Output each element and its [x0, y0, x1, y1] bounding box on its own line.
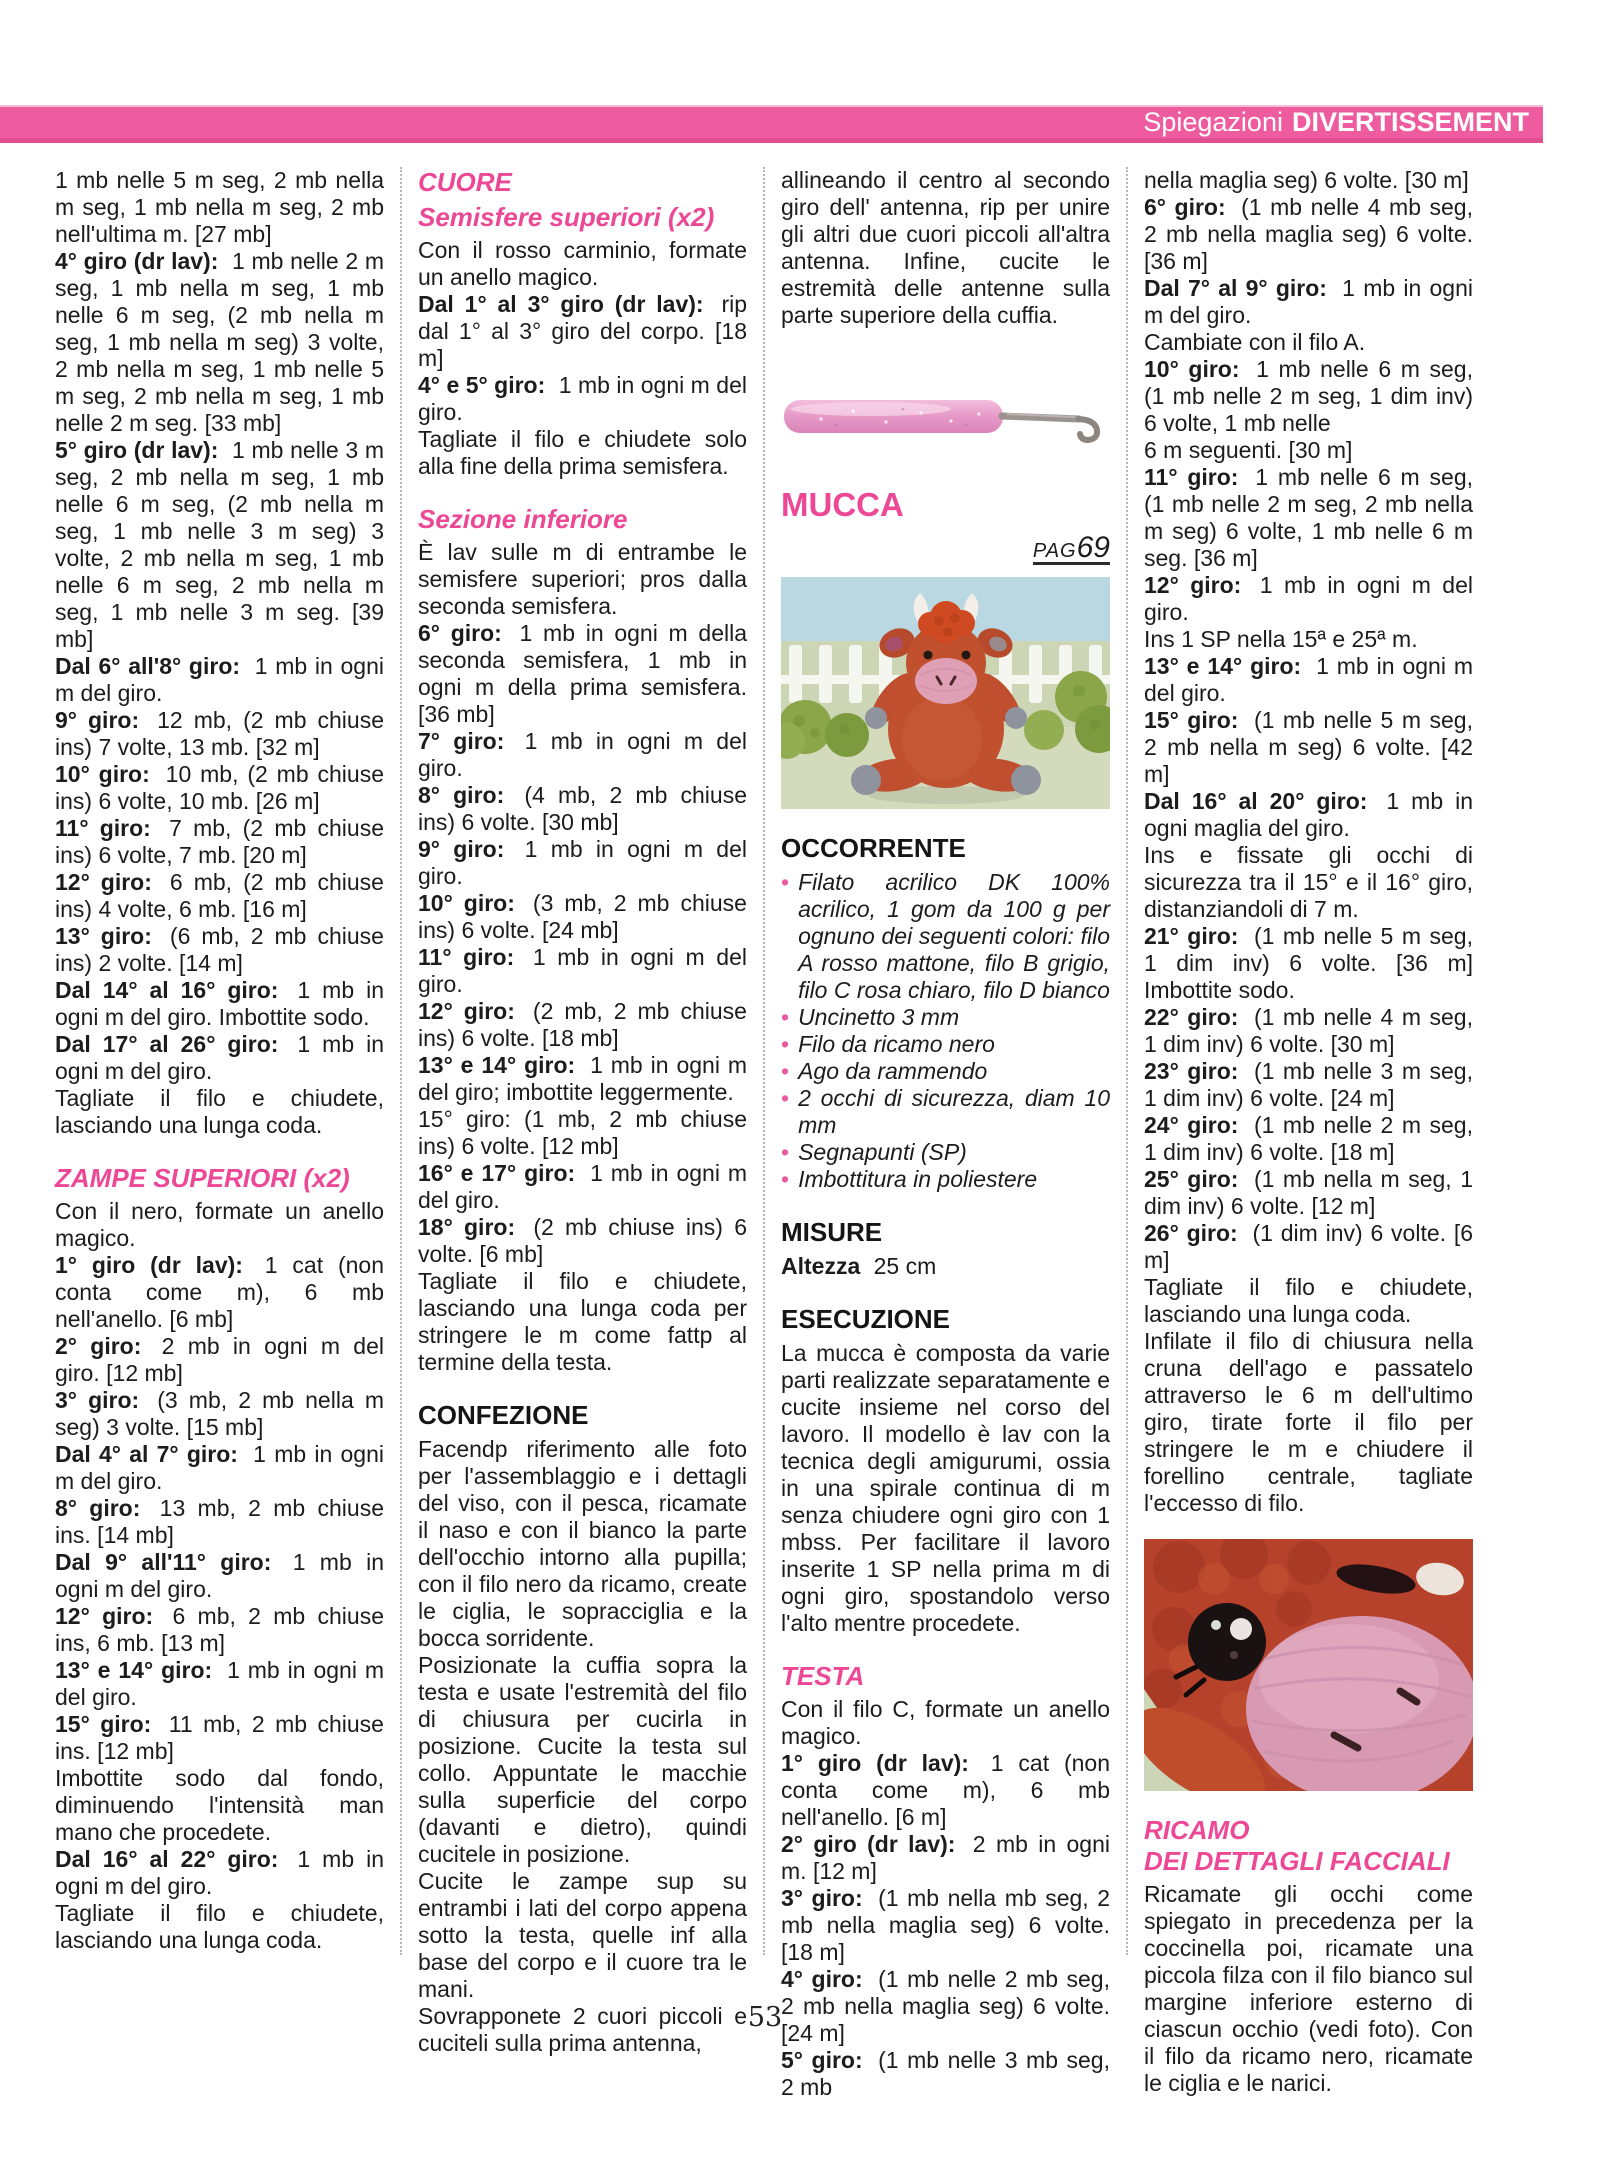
header-section-label: Spiegazioni: [1143, 107, 1283, 137]
paragraph-text: rip dal 1° al 3° giro del corpo. [18 m]: [418, 291, 747, 371]
paragraph-text: È lav sulle m di entrambe le semisfere superiori; pros dalla seconda semisfera.: [418, 539, 747, 619]
paragraph-text: 1 mb in ogni m del giro. Imbottite sodo.: [55, 977, 384, 1030]
section-heading-black: [781, 833, 1110, 864]
paragraph-text: 1 mb in ogni m del giro.: [418, 1160, 747, 1213]
round-label: Dal 17° al 26° giro:: [55, 1031, 291, 1057]
round-label: 4° e 5° giro:: [418, 372, 552, 398]
paragraph-text: 1 mb in ogni m del giro.: [1144, 653, 1473, 706]
bullet-text: Segnapunti (SP): [798, 1139, 967, 1165]
paragraph: [1144, 1004, 1473, 1058]
round-label: Dal 16° al 22° giro:: [55, 1846, 291, 1872]
round-label: 3° giro:: [781, 1885, 872, 1911]
paragraph-text: 1 mb in ogni m del giro.: [55, 1657, 384, 1710]
paragraph: [1144, 194, 1473, 275]
paragraph: [55, 1441, 384, 1495]
paragraph-text: 6 mb, 2 mb chiuse ins, 6 mb. [13 m]: [55, 1603, 384, 1656]
paragraph-text: Infilate il filo di chiusura nella cruna dell'ago e passatelo attraverso le 6 m dell'ultimo giro, tirate forte il filo per stringere le m e chiudere il forellino centrale, tagliate l'eccesso di filo.: [1144, 1328, 1473, 1516]
paragraph: [55, 1603, 384, 1657]
heading-line: ZAMPE SUPERIORI (x2): [55, 1163, 350, 1193]
paragraph: [55, 1252, 384, 1333]
round-label: 11° giro:: [418, 944, 526, 970]
round-label: 13° e 14° giro:: [418, 1052, 584, 1078]
round-label: 10° giro:: [1144, 356, 1250, 382]
heading-line: MUCCA: [781, 486, 904, 523]
round-label: 25° giro:: [1144, 1166, 1247, 1192]
bullet-text: Uncinetto 3 mm: [798, 1004, 960, 1030]
bullet-item: [781, 1085, 1110, 1139]
paragraph: [55, 248, 384, 437]
heading-line: CONFEZIONE: [418, 1400, 589, 1430]
paragraph-text: 1 cat (non conta come m), 6 mb nell'anello. [6 mb]: [55, 1252, 384, 1332]
paragraph: [781, 1831, 1110, 1885]
paragraph: [55, 1085, 384, 1139]
paragraph-text: 1 mb in ogni m del giro.: [55, 1441, 384, 1494]
header-magazine-title: DIVERTISSEMENT: [1291, 107, 1529, 137]
section-heading-pink: [418, 504, 747, 535]
paragraph: [418, 998, 747, 1052]
column-separator: [400, 167, 402, 1955]
heading-line: MISURE: [781, 1217, 883, 1247]
paragraph-text: 1 mb in ogni m del giro.: [55, 1846, 384, 1899]
round-label: 8° giro:: [55, 1495, 153, 1521]
section-heading-pink: [418, 167, 747, 198]
paragraph-text: (6 mb, 2 mb chiuse ins) 2 volte. [14 m]: [55, 923, 384, 976]
paragraph-text: 1 mb in ogni maglia del giro.: [1144, 788, 1473, 841]
bullet-dot-icon: •: [781, 1004, 790, 1030]
bullet-item: [781, 869, 1110, 1004]
bullet-text: 2 occhi di sicurezza, diam 10 mm: [798, 1085, 1110, 1138]
paragraph-text: 12 mb, (2 mb chiuse ins) 7 volte, 13 mb. [32 m]: [55, 707, 384, 760]
paragraph: [55, 761, 384, 815]
page-reference: [781, 531, 1110, 565]
paragraph: [1144, 1328, 1473, 1517]
paragraph: [1144, 707, 1473, 788]
paragraph-text: 1 mb in ogni m del giro.: [55, 1031, 384, 1084]
section-heading-black: [418, 1400, 747, 1431]
paragraph-text: (1 mb nelle 2 mb seg, 2 mb nella maglia seg) 6 volte. [24 m]: [781, 1966, 1110, 2046]
round-label: 12° giro:: [418, 998, 526, 1024]
paragraph-text: 10 mb, (2 mb chiuse ins) 6 volte, 10 mb. [26 m]: [55, 761, 384, 814]
paragraph-text: Con il nero, formate un anello magico.: [55, 1198, 384, 1251]
paragraph-text: 25 cm: [873, 1253, 937, 1279]
crochet-hook-image: [781, 381, 1110, 453]
column-separator: [1126, 167, 1128, 1955]
bullet-dot-icon: •: [781, 1139, 790, 1165]
paragraph: [781, 1340, 1110, 1637]
round-label: 10° giro:: [55, 761, 159, 787]
round-label: 13° e 14° giro:: [55, 1657, 221, 1683]
paragraph: [55, 869, 384, 923]
page-reference-number: 69: [1076, 531, 1110, 564]
cow-photo: [781, 577, 1110, 809]
text-column-1: [55, 167, 384, 2101]
paragraph-text: (2 mb, 2 mb chiuse ins) 6 volte. [18 mb]: [418, 998, 747, 1051]
heading-line: OCCORRENTE: [781, 833, 966, 863]
round-label: 15° giro:: [55, 1711, 162, 1737]
paragraph: [55, 1198, 384, 1252]
paragraph-text: Cambiate con il filo A.: [1144, 329, 1366, 355]
paragraph: [418, 944, 747, 998]
paragraph-text: 1 mb in ogni m del giro.: [1144, 275, 1473, 328]
paragraph: [418, 291, 747, 372]
round-label: 2° giro:: [55, 1333, 155, 1359]
paragraph-text: (3 mb, 2 mb nella m seg) 3 volte. [15 mb]: [55, 1387, 384, 1440]
paragraph-text: (1 mb nella m seg, 1 dim inv) 6 volte. [12 m]: [1144, 1166, 1473, 1219]
paragraph: [1144, 464, 1473, 572]
paragraph: [1144, 1166, 1473, 1220]
round-label: 4° giro:: [781, 1966, 872, 1992]
round-label: 11° giro:: [1144, 464, 1249, 490]
round-label: 5° giro:: [781, 2047, 872, 2073]
heading-line: RICAMO: [1144, 1815, 1250, 1845]
paragraph: [781, 1253, 1110, 1280]
paragraph-text: (1 dim inv) 6 volte. [6 m]: [1144, 1220, 1473, 1273]
paragraph-text: (2 mb chiuse ins) 6 volte. [6 mb]: [418, 1214, 747, 1267]
paragraph: [418, 1052, 747, 1106]
paragraph: [418, 620, 747, 728]
round-label: Altezza: [781, 1253, 867, 1279]
paragraph-text: (1 mb nelle 3 m seg, 1 dim inv) 6 volte. [24 m]: [1144, 1058, 1473, 1111]
paragraph-text: Tagliate il filo e chiudete, lasciando una lunga coda.: [55, 1085, 384, 1138]
section-heading-pink: [781, 1661, 1110, 1692]
paragraph-text: 1 mb in ogni m del giro.: [1144, 572, 1473, 625]
paragraph: [55, 1549, 384, 1603]
paragraph: [55, 1846, 384, 1900]
paragraph: [1144, 1274, 1473, 1328]
paragraph-text: Posizionate la cuffia sopra la testa e usate l'estremità del filo di chiusura per cucirla in posizione. Cucite la testa sul collo. Appuntate le macchie sulla superficie del corpo (davanti e dietro), quindi cucitele in posizione.: [418, 1652, 747, 1867]
bullet-dot-icon: •: [781, 869, 790, 895]
paragraph-text: 2 mb in ogni m del giro. [12 mb]: [55, 1333, 384, 1386]
paragraph: [781, 1885, 1110, 1966]
round-label: 5° giro (dr lav):: [55, 437, 226, 463]
paragraph: [418, 237, 747, 291]
round-label: Dal 1° al 3° giro (dr lav):: [418, 291, 715, 317]
paragraph: [418, 1268, 747, 1376]
paragraph: [418, 1652, 747, 1868]
heading-line: Sezione inferiore: [418, 504, 628, 534]
round-label: 10° giro:: [418, 890, 526, 916]
bullet-text: Filo da ricamo nero: [798, 1031, 995, 1057]
paragraph-text: Ins e fissate gli occhi di sicurezza tra il 15° e il 16° giro, distanziandoli di 7 m.: [1144, 842, 1473, 922]
paragraph: [55, 1333, 384, 1387]
round-label: 15° giro:: [1144, 707, 1247, 733]
paragraph-text: Tagliate il filo e chiudete, lasciando una lunga coda per stringere le m come fattp al termine della testa.: [418, 1268, 747, 1375]
paragraph: [55, 707, 384, 761]
bullet-item: [781, 1166, 1110, 1193]
round-label: 22° giro:: [1144, 1004, 1247, 1030]
heading-line: ESECUZIONE: [781, 1304, 951, 1334]
page-reference-label: PAG: [1032, 540, 1077, 562]
paragraph: [55, 1495, 384, 1549]
text-column-3: [781, 167, 1110, 2101]
paragraph-text: (1 mb nelle 4 mb seg, 2 mb nella maglia seg) 6 volte. [36 m]: [1144, 194, 1473, 274]
round-label: Dal 16° al 20° giro:: [1144, 788, 1380, 814]
round-label: 12° giro:: [1144, 572, 1253, 598]
paragraph-text: 1 mb nelle 6 m seg, (1 mb nelle 2 m seg, 1 dim inv) 6 volte, 1 mb nelle: [1144, 356, 1473, 436]
paragraph-text: (3 mb, 2 mb chiuse ins) 6 volte. [24 mb]: [418, 890, 747, 943]
paragraph: [1144, 1220, 1473, 1274]
paragraph-text: Cucite le zampe sup su entrambi i lati del corpo appena sotto la testa, quelle inf alla base del corpo e il cuore tra le mani.: [418, 1868, 747, 2002]
paragraph: [418, 890, 747, 944]
paragraph-text: 1 mb in ogni m del giro.: [55, 653, 384, 706]
paragraph-text: (1 mb nelle 3 mb seg, 2 mb: [781, 2047, 1110, 2100]
paragraph: [1144, 842, 1473, 923]
paragraph: [418, 426, 747, 480]
header-bar: [0, 105, 1543, 143]
paragraph-text: 1 mb nelle 5 m seg, 2 mb nella m seg, 1 mb nella m seg, 2 mb nell'ultima m. [27 mb]: [55, 167, 384, 247]
paragraph-text: 1 cat (non conta come m), 6 mb nell'anello. [6 m]: [781, 1750, 1110, 1830]
round-label: 2° giro (dr lav):: [781, 1831, 966, 1857]
bullet-dot-icon: •: [781, 1031, 790, 1057]
round-label: 8° giro:: [418, 782, 518, 808]
page-number: 53: [747, 2002, 783, 2033]
paragraph-text: (4 mb, 2 mb chiuse ins) 6 volte. [30 mb]: [418, 782, 747, 835]
round-label: 23° giro:: [1144, 1058, 1247, 1084]
paragraph-text: Ins 1 SP nella 15ª e 25ª m.: [1144, 626, 1418, 652]
round-label: 13° giro:: [55, 923, 163, 949]
pattern-title: [781, 487, 1110, 523]
text-column-2: [418, 167, 747, 2101]
bullet-text: Imbottitura in poliestere: [798, 1166, 1038, 1192]
paragraph: [55, 167, 384, 248]
paragraph-text: nella maglia seg) 6 volte. [30 m]: [1144, 167, 1469, 193]
round-label: 13° e 14° giro:: [1144, 653, 1310, 679]
bullet-text: Ago da rammendo: [798, 1058, 988, 1084]
paragraph-text: 1 mb nelle 2 m seg, 1 mb nella m seg, 1 mb nelle 6 m seg, (2 mb nella m seg, 1 mb nella m seg) 3 volte, 2 mb nella m seg, 1 mb nelle 5 m seg, 2 mb nella m seg, 1 mb nelle 2 m seg. [33 mb]: [55, 248, 384, 436]
page-reference-underline: [1032, 531, 1110, 565]
paragraph: [781, 1696, 1110, 1750]
round-label: Dal 14° al 16° giro:: [55, 977, 291, 1003]
paragraph-text: allineando il centro al secondo giro dell' antenna, rip per unire gli altri due cuori piccoli all'altra antenna. Infine, cucite le estremità delle antenne sulla parte superiore della cuffia.: [781, 167, 1110, 328]
paragraph: [1144, 437, 1473, 464]
paragraph-text: 1 mb in ogni m del giro.: [418, 372, 747, 425]
paragraph-text: 11 mb, 2 mb chiuse ins. [12 mb]: [55, 1711, 384, 1764]
paragraph-text: 13 mb, 2 mb chiuse ins. [14 mb]: [55, 1495, 384, 1548]
paragraph: [55, 1031, 384, 1085]
heading-line: CUORE: [418, 167, 512, 197]
bullet-item: [781, 1004, 1110, 1031]
paragraph: [781, 1750, 1110, 1831]
article-columns: [55, 167, 1475, 2101]
paragraph-text: Imbottite sodo dal fondo, diminuendo l'intensità man mano che procedete.: [55, 1765, 384, 1845]
paragraph: [418, 782, 747, 836]
paragraph-text: Sovrapponete 2 cuori piccoli e cuciteli sulla prima antenna,: [418, 2003, 747, 2056]
round-label: 18° giro:: [418, 1214, 527, 1240]
paragraph: [418, 1106, 747, 1160]
heading-line: Semisfere superiori (x2): [418, 202, 715, 232]
paragraph: [418, 1436, 747, 1652]
section-heading-pink: [55, 1163, 384, 1194]
round-label: Dal 6° all'8° giro:: [55, 653, 248, 679]
paragraph-text: 1 mb in ogni m della seconda semisfera, 1 mb in ogni m della prima semisfera. [36 mb]: [418, 620, 747, 727]
bullet-item: [781, 1139, 1110, 1166]
round-label: 1° giro (dr lav):: [781, 1750, 984, 1776]
paragraph: [1144, 653, 1473, 707]
bullet-text: Filato acrilico DK 100% acrilico, 1 gom da 100 g per ognuno dei seguenti colori: filo A rosso mattone, filo B grigio, filo C rosa chiaro, filo D bianco: [798, 869, 1110, 1003]
paragraph: [1144, 356, 1473, 437]
paragraph: [1144, 626, 1473, 653]
paragraph: [418, 372, 747, 426]
paragraph: [1144, 788, 1473, 842]
paragraph-text: (1 mb nelle 2 m seg, 1 dim inv) 6 volte. [18 m]: [1144, 1112, 1473, 1165]
paragraph: [418, 539, 747, 620]
round-label: Dal 7° al 9° giro:: [1144, 275, 1336, 301]
paragraph: [1144, 1112, 1473, 1166]
round-label: 16° e 17° giro:: [418, 1160, 584, 1186]
paragraph-text: (1 mb nella mb seg, 2 mb nella maglia seg) 6 volte. [18 m]: [781, 1885, 1110, 1965]
paragraph: [55, 977, 384, 1031]
paragraph-text: Tagliate il filo e chiudete, lasciando una lunga coda.: [55, 1900, 384, 1953]
paragraph: [1144, 572, 1473, 626]
paragraph-text: 1 mb in ogni m del giro.: [418, 836, 747, 889]
paragraph: [55, 1765, 384, 1846]
round-label: Dal 4° al 7° giro:: [55, 1441, 247, 1467]
paragraph: [1144, 275, 1473, 329]
paragraph-text: 1 mb in ogni m del giro.: [418, 728, 747, 781]
paragraph: [1144, 329, 1473, 356]
round-label: 12° giro:: [55, 869, 163, 895]
paragraph: [55, 1900, 384, 1954]
paragraph: [418, 1868, 747, 2003]
paragraph: [1144, 923, 1473, 1004]
paragraph: [781, 167, 1110, 329]
section-heading-pink: [1144, 1815, 1473, 1877]
paragraph: [418, 728, 747, 782]
paragraph: [55, 815, 384, 869]
paragraph: [418, 1214, 747, 1268]
paragraph-text: 15° giro: (1 mb, 2 mb chiuse ins) 6 volte. [12 mb]: [418, 1106, 747, 1159]
bullet-dot-icon: •: [781, 1085, 790, 1111]
round-label: 11° giro:: [55, 815, 163, 841]
paragraph-text: Con il filo C, formate un anello magico.: [781, 1696, 1110, 1749]
bullet-item: [781, 1058, 1110, 1085]
round-label: 12° giro:: [55, 1603, 166, 1629]
paragraph-text: 1 mb nelle 6 m seg, (1 mb nelle 2 m seg, 2 mb nella m seg) 6 volte, 1 mb nelle 6 m seg. [36 m]: [1144, 464, 1473, 571]
bullet-item: [781, 1031, 1110, 1058]
paragraph: [55, 1657, 384, 1711]
round-label: 7° giro:: [418, 728, 518, 754]
round-label: 3° giro:: [55, 1387, 151, 1413]
paragraph-text: 1 mb nelle 3 m seg, 2 mb nella m seg, 1 mb nelle 6 m seg, (2 mb nella m seg, 1 mb nelle 3 m seg) 3 volte, 2 mb nella m seg, 1 mb nelle 6 m seg, 2 mb nella m seg, 1 mb nelle 3 m seg. [39 mb]: [55, 437, 384, 652]
heading-line: TESTA: [781, 1661, 865, 1691]
paragraph-text: 1 mb in ogni m del giro.: [55, 1549, 384, 1602]
column-separator: [763, 167, 765, 1955]
paragraph-text: 1 mb in ogni m del giro.: [418, 944, 747, 997]
paragraph: [1144, 167, 1473, 194]
paragraph-text: 6 mb, (2 mb chiuse ins) 4 volte, 6 mb. [16 m]: [55, 869, 384, 922]
paragraph-text: 6 m seguenti. [30 m]: [1144, 437, 1353, 463]
section-heading-black: [781, 1217, 1110, 1248]
round-label: 6° giro:: [1144, 194, 1235, 220]
paragraph-text: (1 mb nelle 5 m seg, 1 dim inv) 6 volte. [36 m] Imbottite sodo.: [1144, 923, 1473, 1003]
bullet-dot-icon: •: [781, 1058, 790, 1084]
round-label: 1° giro (dr lav):: [55, 1252, 258, 1278]
paragraph-text: Tagliate il filo e chiudete solo alla fine della prima semisfera.: [418, 426, 747, 479]
round-label: 9° giro:: [418, 836, 518, 862]
round-label: 9° giro:: [55, 707, 151, 733]
paragraph: [55, 923, 384, 977]
paragraph-text: Tagliate il filo e chiudete, lasciando una lunga coda.: [1144, 1274, 1473, 1327]
paragraph: [418, 836, 747, 890]
paragraph: [1144, 1058, 1473, 1112]
section-heading-black: [781, 1304, 1110, 1335]
paragraph-text: 1 mb in ogni m del giro; imbottite leggermente.: [418, 1052, 747, 1105]
paragraph: [55, 437, 384, 653]
round-label: 6° giro:: [418, 620, 513, 646]
heading-line: DEI DETTAGLI FACCIALI: [1144, 1846, 1450, 1876]
paragraph: [55, 1387, 384, 1441]
paragraph: [55, 1711, 384, 1765]
paragraph-text: 2 mb in ogni m. [12 m]: [781, 1831, 1110, 1884]
round-label: 4° giro (dr lav):: [55, 248, 226, 274]
round-label: 21° giro:: [1144, 923, 1247, 949]
round-label: Dal 9° all'11° giro:: [55, 1549, 286, 1575]
paragraph-text: 7 mb, (2 mb chiuse ins) 6 volte, 7 mb. [20 m]: [55, 815, 384, 868]
cow-face-photo: [1144, 1539, 1473, 1791]
round-label: 26° giro:: [1144, 1220, 1246, 1246]
section-heading-pink: [418, 202, 747, 233]
text-column-4: [1144, 167, 1473, 2101]
paragraph: [1144, 1881, 1473, 2097]
paragraph: [418, 1160, 747, 1214]
round-label: 24° giro:: [1144, 1112, 1247, 1138]
paragraph-text: Ricamate gli occhi come spiegato in precedenza per la coccinella poi, ricamate una piccola filza con il filo bianco sul margine inferiore esterno di ciascun occhio (vedi foto). Con il filo da ricamo nero, ricamate le ciglia e le narici.: [1144, 1881, 1473, 2096]
paragraph-text: (1 mb nelle 4 m seg, 1 dim inv) 6 volte. [30 m]: [1144, 1004, 1473, 1057]
bullet-dot-icon: •: [781, 1166, 790, 1192]
paragraph-text: Facendp riferimento alle foto per l'assemblaggio e i dettagli del viso, con il pesca, ricamate il naso e con il bianco la parte dell'occhio intorno alla pupilla; con il filo nero da ricamo, create le ciglia, le sopracciglia e la bocca sorridente.: [418, 1436, 747, 1651]
paragraph-text: Con il rosso carminio, formate un anello magico.: [418, 237, 747, 290]
paragraph-text: (1 mb nelle 5 m seg, 2 mb nella m seg) 6 volte. [42 m]: [1144, 707, 1473, 787]
paragraph-text: La mucca è composta da varie parti realizzate separatamente e cucite insieme nel corso del lavoro. Il modello è lav con la tecnica degli amigurumi, ossia in una spirale continua di m senza chiudere ogni giro con 1 mbss. Per facilitare il lavoro inserite 1 SP nella prima m di ogni giro, spostandolo verso l'alto mentre procedete.: [781, 1340, 1110, 1636]
paragraph: [781, 2047, 1110, 2101]
paragraph: [55, 653, 384, 707]
